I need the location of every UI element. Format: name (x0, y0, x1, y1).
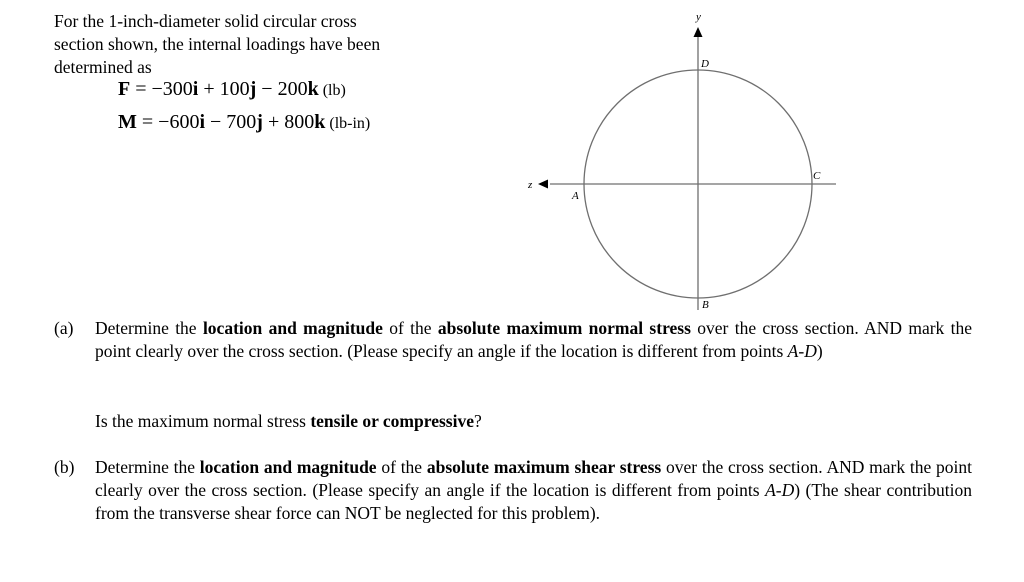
part-a-number: (a) (54, 318, 74, 338)
moment-symbol: M (118, 111, 137, 133)
moment-k-coefficient: 800 (284, 111, 315, 133)
z-axis-arrowhead (538, 180, 548, 189)
unit-vector-k: k (307, 78, 319, 100)
bold-run: absolute maximum shear stress (426, 457, 662, 477)
text-run: Is the maximum normal stress (95, 411, 311, 431)
unit-vector-i: i (192, 78, 199, 100)
bold-run: absolute maximum normal stress (437, 318, 691, 338)
part-b-text (95, 456, 972, 525)
intro-line: determined as (54, 57, 152, 77)
bold-run: location and magnitude (202, 318, 383, 338)
moment-unit: (lb-in) (325, 115, 371, 132)
part-b-number: (b) (54, 457, 75, 477)
operator: + (262, 111, 285, 133)
point-b-label: B (702, 299, 709, 311)
italic-run: A-D (787, 341, 817, 361)
intro-line: For the 1-inch-diameter solid circular cross (54, 11, 357, 31)
text-run: ? (473, 411, 482, 431)
point-c-label: C (813, 170, 821, 182)
cross-section-diagram (520, 0, 860, 316)
bold-run: tensile or compressive (310, 411, 474, 431)
y-axis-label: y (696, 11, 701, 23)
italic-run: A-D (765, 480, 795, 500)
equals-sign: = (130, 78, 152, 100)
part-a-followup-text (95, 410, 972, 433)
unit-vector-k: k (314, 111, 326, 133)
equals-sign: = (136, 111, 159, 133)
question-part-a-followup (54, 410, 972, 433)
question-part-a (54, 317, 972, 363)
text-run: of the (382, 318, 438, 338)
question-part-b (54, 456, 972, 525)
z-axis-label: z (528, 179, 533, 191)
point-a-label: A (572, 190, 579, 202)
force-i-coefficient: −300 (151, 78, 193, 100)
text-run: over the cross section. AND mark the point clearly over the cross section. (Please specify an angle if the location is different from points (95, 318, 973, 361)
force-j-coefficient: 100 (219, 78, 250, 100)
moment-j-coefficient: 700 (226, 111, 257, 133)
force-equation (118, 78, 346, 101)
unit-vector-i: i (199, 111, 206, 133)
force-symbol: F (118, 78, 131, 100)
bold-run: location and magnitude (199, 457, 377, 477)
moment-equation (118, 111, 370, 134)
operator: − (205, 111, 227, 133)
cross-section-svg (520, 0, 860, 316)
force-unit: (lb) (318, 82, 346, 99)
unit-vector-j: j (249, 78, 257, 100)
operator: − (256, 78, 278, 100)
problem-intro (54, 10, 454, 79)
text-run: ) (816, 341, 823, 361)
text-run: over the cross section. AND mark the point clearly over the cross section. (Please specify an angle if the location is different from points (95, 457, 972, 500)
y-axis-arrowhead (694, 27, 703, 37)
unit-vector-j: j (256, 111, 263, 133)
text-run: of the (376, 457, 427, 477)
text-run: Determine the (95, 318, 203, 338)
moment-i-coefficient: −600 (158, 111, 200, 133)
point-d-label: D (701, 58, 709, 70)
intro-line: section shown, the internal loadings have been (54, 34, 381, 54)
text-run: ) (The shear contribution from the transverse shear force can NOT be neglected for this problem). (95, 480, 972, 523)
text-run: Determine the (95, 457, 200, 477)
operator: + (198, 78, 220, 100)
part-a-text (95, 317, 972, 363)
force-k-coefficient: 200 (277, 78, 308, 100)
